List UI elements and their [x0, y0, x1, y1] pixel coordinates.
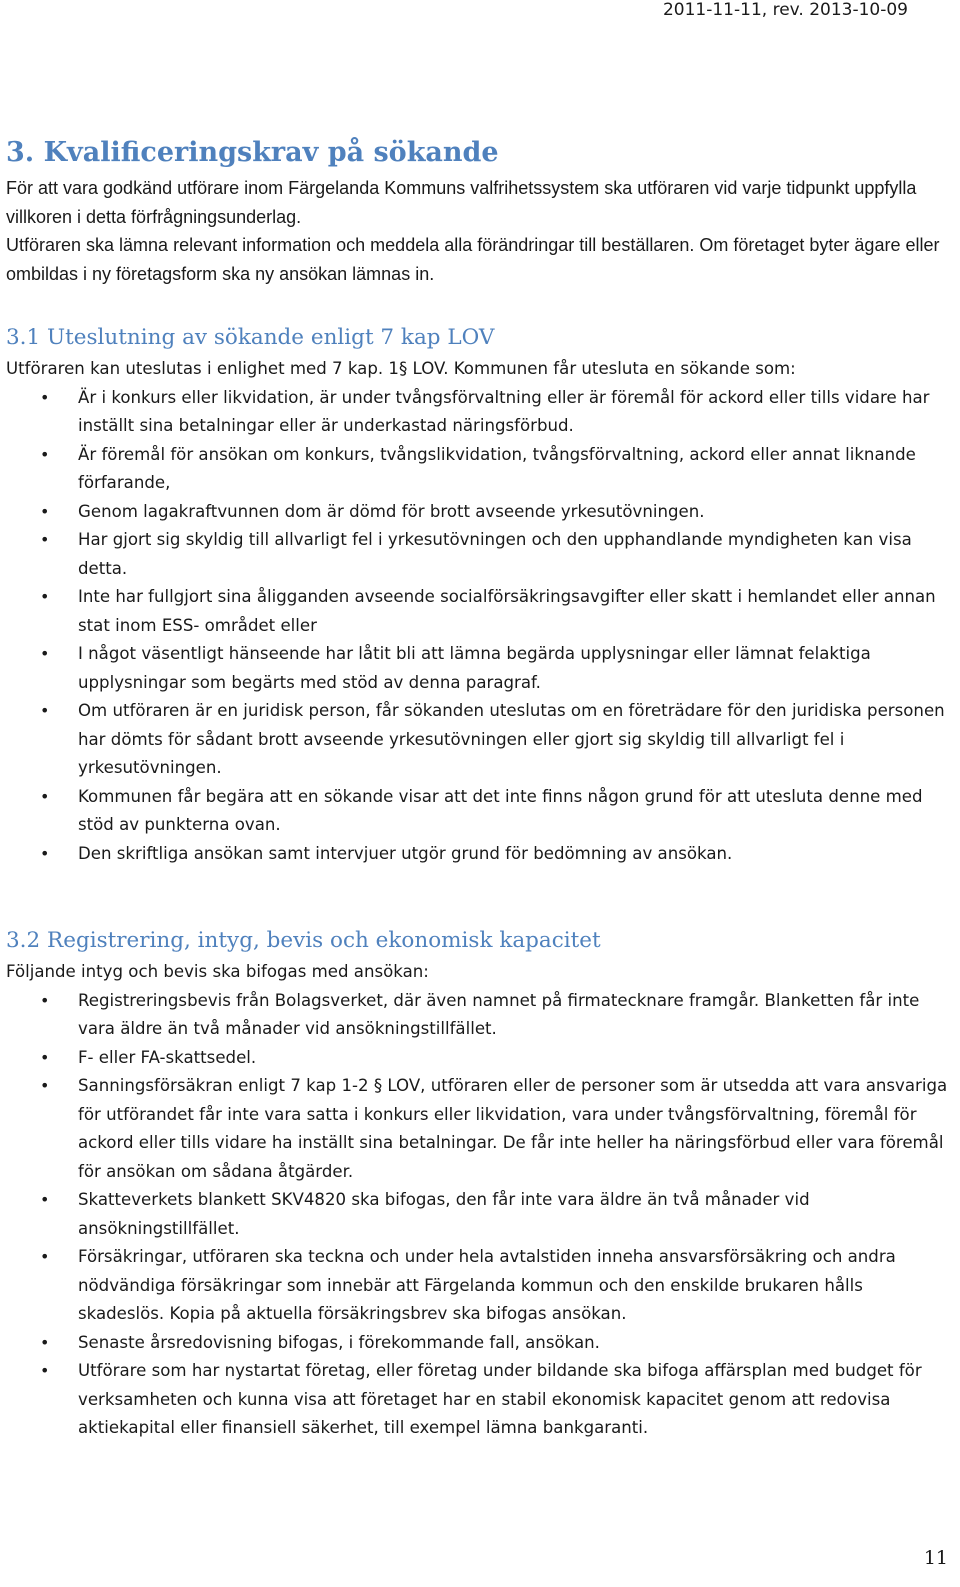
list-item-text: Senaste årsredovisning bifogas, i förekommande fall, ansökan. — [78, 1332, 600, 1352]
section-3-heading: 3. Kvalificeringskrav på sökande — [6, 137, 499, 168]
bullet-icon: • — [40, 530, 50, 549]
bullet-icon: • — [40, 587, 50, 606]
bullet-icon: • — [40, 644, 50, 663]
list-item — [40, 498, 951, 527]
certificate-list — [6, 987, 951, 1443]
list-item — [40, 1357, 951, 1443]
list-item-text: Den skriftliga ansökan samt intervjuer utgör grund för bedömning av ansökan. — [78, 843, 733, 863]
list-item-text: Är i konkurs eller likvidation, är under tvångsförvaltning eller är föremål för ackord eller tills vidare har inställt sina betalningar eller är underkastad näringsförbud. — [78, 387, 930, 435]
section-3-2-heading: 3.2 Registrering, intyg, bevis och ekonomisk kapacitet — [6, 928, 601, 953]
page-number: 11 — [923, 1547, 948, 1569]
list-item-text: Försäkringar, utföraren ska teckna och under hela avtalstiden inneha ansvarsförsäkring och andra nödvändiga försäkringar som innebär att Färgelanda kommun och den enskilde brukaren hålls skadeslös. Kopia på aktuella försäkringsbrev ska bifogas ansökan. — [78, 1247, 896, 1323]
list-item-text: Utförare som har nystartat företag, eller företag under bildande ska bifoga affärsplan med budget för verksamheten och kunna visa att företaget har en stabil ekonomisk kapacitet genom att redovisa aktiekapital eller finansiell säkerhet, till exempel lämna bankgaranti. — [78, 1361, 922, 1437]
list-item — [40, 987, 951, 1044]
list-item — [40, 384, 951, 441]
list-item — [40, 583, 951, 640]
document-page — [6, 132, 951, 1443]
bullet-icon: • — [40, 1076, 50, 1095]
list-item-text: Sanningsförsäkran enligt 7 kap 1-2 § LOV, utföraren eller de personer som är utsedda att vara ansvariga för utförandet får inte vara satta i konkurs eller likvidation, vara under tvångsförvaltning, föremål för ackord eller tills vidare ha inställt sina betalningar. De får inte heller ha näringsförbud eller vara föremål för ansökan om sådana åtgärder. — [78, 1076, 948, 1181]
bullet-icon: • — [40, 1190, 50, 1209]
bullet-icon: • — [40, 501, 50, 521]
list-item — [40, 1044, 951, 1073]
list-item-text: I något väsentligt hänseende har låtit bli att lämna begärda upplysningar eller lämnat felaktiga upplysningar som begärts med stöd av denna paragraf. — [78, 644, 871, 692]
list-item-text: Skatteverkets blankett SKV4820 ska bifogas, den får inte vara äldre än två månader vid ansökningstillfället. — [78, 1190, 810, 1238]
list-item-text: Genom lagakraftvunnen dom är dömd för brott avseende yrkesutövningen. — [78, 501, 705, 521]
header-date: 2011-11-11, rev. 2013-10-09 — [662, 0, 908, 20]
bullet-icon: • — [40, 1047, 50, 1067]
bullet-icon: • — [40, 387, 50, 407]
list-item-text: Registreringsbevis från Bolagsverket, där även namnet på firmatecknare framgår. Blanketten får inte vara äldre än två månader vid ansökningstillfället. — [78, 990, 920, 1038]
bullet-icon: • — [40, 1247, 50, 1266]
section-3-1-heading: 3.1 Uteslutning av sökande enligt 7 kap LOV — [6, 325, 495, 350]
list-item — [40, 1329, 951, 1358]
list-item — [40, 1243, 951, 1329]
exclusion-list — [6, 384, 951, 869]
bullet-icon: • — [40, 701, 50, 720]
section-3-intro — [6, 174, 951, 288]
list-item — [40, 783, 951, 840]
list-item — [40, 526, 951, 583]
list-item — [40, 697, 951, 783]
list-item — [40, 1072, 951, 1186]
list-item — [40, 441, 951, 498]
list-item — [40, 840, 951, 869]
section-3-1-lead: Utföraren kan uteslutas i enlighet med 7 kap. 1§ LOV. Kommunen får utesluta en sökande som: — [6, 359, 796, 378]
list-item — [40, 640, 951, 697]
bullet-icon: • — [40, 786, 50, 806]
list-item — [40, 1186, 951, 1243]
list-item-text: Om utföraren är en juridisk person, får sökanden uteslutas om en företrädare för den juridiska personen har dömts för sådant brott avseende yrkesutövningen eller gjort sig skyldig till allvarligt fel i yrkesutövningen. — [78, 701, 945, 777]
list-item-text: Kommunen får begära att en sökande visar att det inte finns någon grund för att utesluta denne med stöd av punkterna ovan. — [78, 786, 923, 834]
bullet-icon: • — [40, 1361, 50, 1380]
list-item-text: F- eller FA-skattsedel. — [78, 1047, 257, 1067]
list-item-text: Inte har fullgjort sina åligganden avseende socialförsäkringsavgifter eller skatt i hemlandet eller annan stat inom ESS- området eller — [78, 587, 936, 635]
section-3-2-lead: Följande intyg och bevis ska bifogas med ansökan: — [6, 962, 429, 981]
bullet-icon: • — [40, 444, 50, 464]
bullet-icon: • — [40, 990, 50, 1010]
intro-paragraph-2: Utföraren ska lämna relevant information och meddela alla förändringar till beställaren. Om företaget byter ägare eller ombildas i ny företagsform ska ny ansökan lämnas in. — [6, 235, 940, 284]
bullet-icon: • — [40, 1332, 50, 1352]
bullet-icon: • — [40, 843, 50, 863]
intro-paragraph-1: För att vara godkänd utförare inom Färgelanda Kommuns valfrihetssystem ska utföraren vid varje tidpunkt uppfylla villkoren i detta förfrågningsunderlag. — [6, 178, 917, 227]
list-item-text: Är föremål för ansökan om konkurs, tvångslikvidation, tvångsförvaltning, ackord eller annat liknande förfarande, — [78, 444, 916, 492]
list-item-text: Har gjort sig skyldig till allvarligt fel i yrkesutövningen och den upphandlande myndigheten kan visa detta. — [78, 530, 912, 578]
